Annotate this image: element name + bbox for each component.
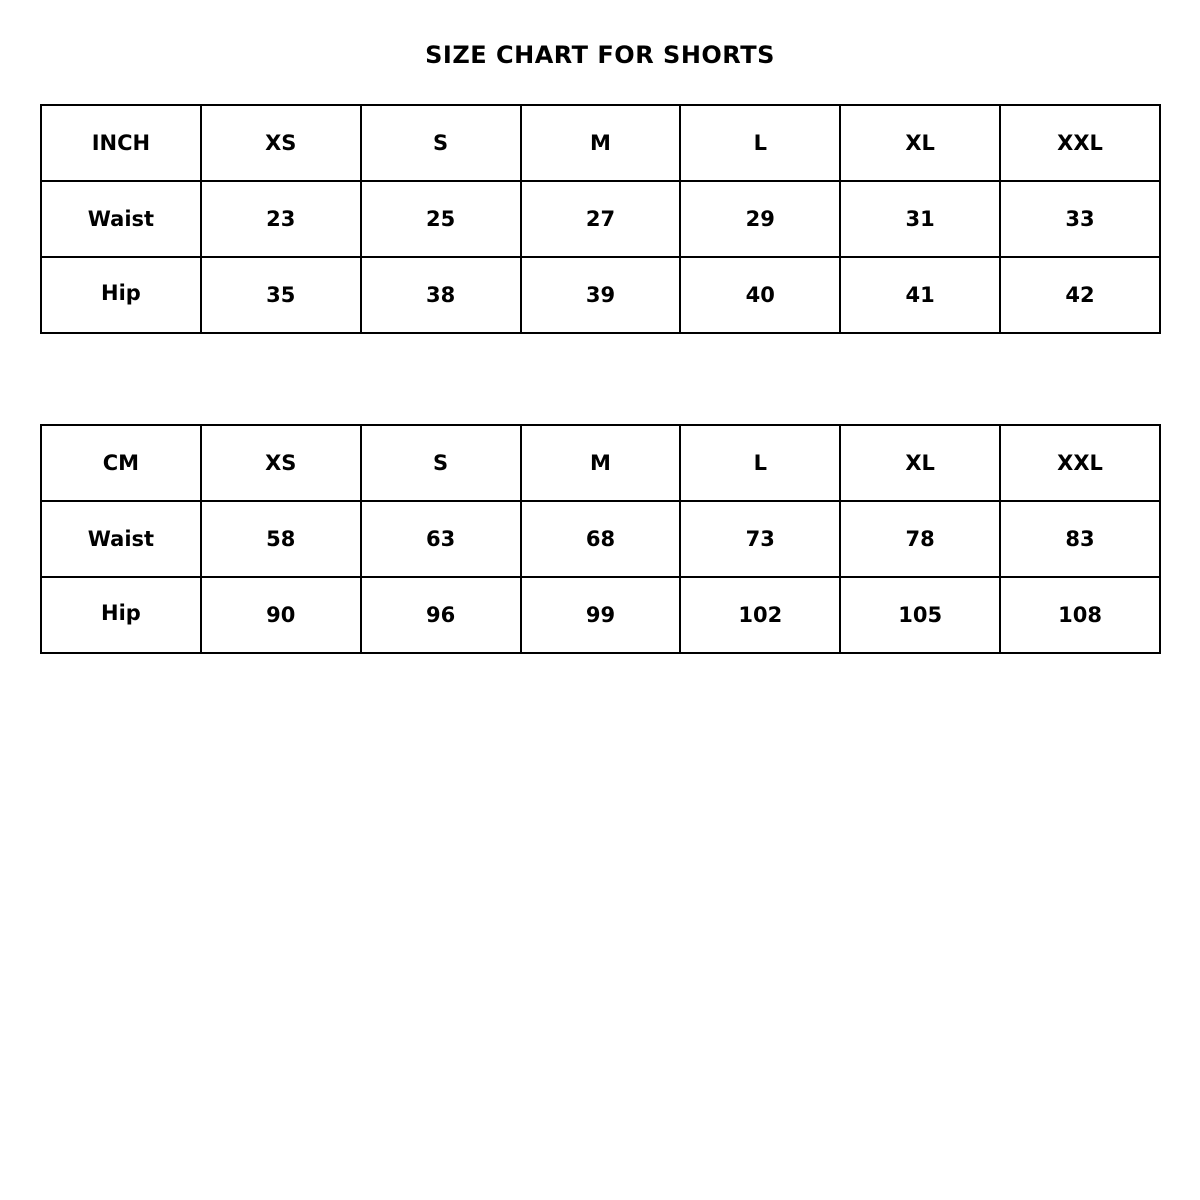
row-label: Waist — [41, 181, 201, 257]
table-cell: 99 — [521, 577, 681, 653]
table-cell: 58 — [201, 501, 361, 577]
table-cell: 25 — [361, 181, 521, 257]
size-header: XL — [840, 105, 1000, 181]
table-row — [41, 501, 1160, 577]
size-header: M — [521, 425, 681, 501]
table-cell: 78 — [840, 501, 1000, 577]
table-cell: 90 — [201, 577, 361, 653]
size-header: XXL — [1000, 105, 1160, 181]
table-row — [41, 257, 1160, 333]
table-cell: 96 — [361, 577, 521, 653]
row-label: Hip — [41, 257, 201, 333]
table-cell: 73 — [680, 501, 840, 577]
table-header-row — [41, 425, 1160, 501]
table-cell: 39 — [521, 257, 681, 333]
table-cell: 29 — [680, 181, 840, 257]
table-cell: 31 — [840, 181, 1000, 257]
table-cell: 83 — [1000, 501, 1160, 577]
table-cell: 27 — [521, 181, 681, 257]
table-cell: 33 — [1000, 181, 1160, 257]
size-header: L — [680, 425, 840, 501]
table-cell: 35 — [201, 257, 361, 333]
row-label: Hip — [41, 577, 201, 653]
table-cell: 105 — [840, 577, 1000, 653]
size-header: L — [680, 105, 840, 181]
unit-label: CM — [41, 425, 201, 501]
table-cell: 38 — [361, 257, 521, 333]
table-cell: 42 — [1000, 257, 1160, 333]
size-header: XS — [201, 425, 361, 501]
table-cell: 102 — [680, 577, 840, 653]
size-header: XS — [201, 105, 361, 181]
table-row — [41, 181, 1160, 257]
size-table-inch — [40, 104, 1161, 334]
size-table-cm — [40, 424, 1161, 654]
table-cell: 68 — [521, 501, 681, 577]
table-row — [41, 577, 1160, 653]
table-cell: 41 — [840, 257, 1000, 333]
size-header: M — [521, 105, 681, 181]
page-title: SIZE CHART FOR SHORTS — [425, 41, 775, 69]
size-header: S — [361, 105, 521, 181]
size-header: XXL — [1000, 425, 1160, 501]
table-cell: 40 — [680, 257, 840, 333]
size-header: XL — [840, 425, 1000, 501]
table-cell: 108 — [1000, 577, 1160, 653]
row-label: Waist — [41, 501, 201, 577]
table-cell: 63 — [361, 501, 521, 577]
size-header: S — [361, 425, 521, 501]
table-header-row — [41, 105, 1160, 181]
unit-label: INCH — [41, 105, 201, 181]
table-cell: 23 — [201, 181, 361, 257]
